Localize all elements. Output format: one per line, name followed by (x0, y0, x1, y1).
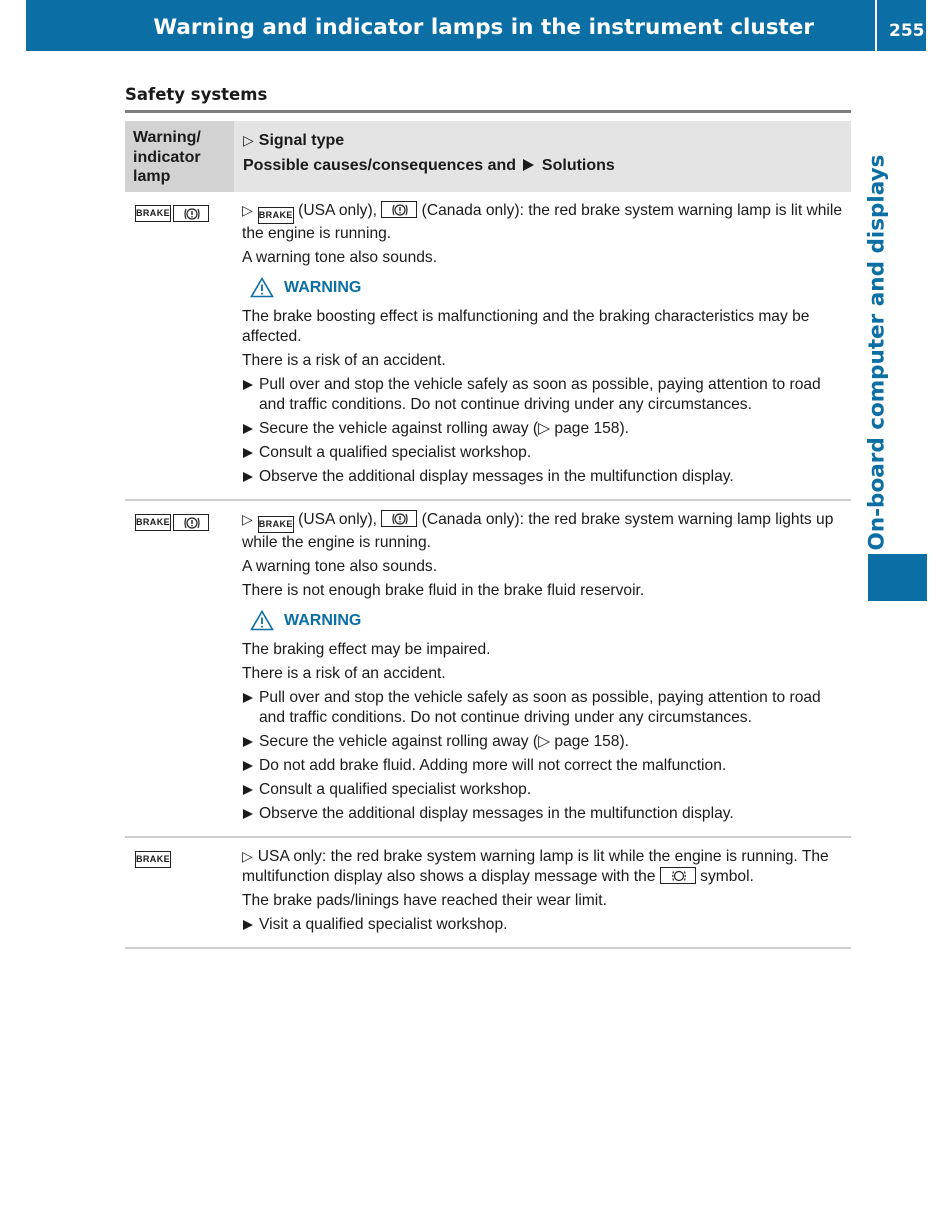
signal-text (242, 201, 851, 244)
brake-circle-lamp-icon (381, 510, 417, 527)
header-divider (875, 0, 877, 51)
warning-text: The braking effect may be impaired. (242, 641, 491, 658)
warning-text: There is a risk of an accident. (242, 665, 446, 682)
bullet-item: Visit a qualified specialist workshop. (242, 915, 851, 935)
bullet-item: Observe the additional display messages in the multifunction display. (242, 804, 851, 824)
signal-text-b: (Canada only): the red brake system warning lamp is lit while the engine is running. (242, 202, 843, 242)
bullet-item: Pull over and stop the vehicle safely as soon as possible, paying attention to road and traffic conditions. Do not continue driving under any circumstances. (242, 688, 851, 728)
header-signal-line (243, 128, 851, 153)
description-cell (242, 501, 851, 836)
table-row (125, 838, 851, 949)
signal-text-b: (Canada only): the red brake system warning lamp lights up while the engine is running. (242, 511, 834, 551)
bullet-item: Pull over and stop the vehicle safely as soon as possible, paying attention to road and traffic conditions. Do not continue driving under any circumstances. (242, 375, 851, 415)
bullet-item: Secure the vehicle against rolling away (▷ page 158). (242, 419, 851, 439)
bullet-item: Consult a qualified specialist workshop. (242, 780, 851, 800)
solution-arrow-icon (523, 159, 534, 171)
warning-triangle-icon (250, 277, 274, 298)
page-number: 255 (889, 21, 925, 41)
warning-triangle-icon (250, 610, 274, 631)
lamp-cell (125, 838, 242, 947)
header-col-signal (234, 121, 851, 192)
brake-lamp-icon: BRAKE (135, 205, 171, 222)
paragraph: A warning tone also sounds. (242, 558, 438, 575)
header-bar (26, 0, 926, 51)
brake-lamp-icon: BRAKE (258, 207, 294, 224)
warning-heading (250, 610, 851, 631)
section-rule (125, 110, 851, 113)
signal-text-a: (USA only), (298, 202, 377, 219)
bullet-item: Consult a qualified specialist workshop. (242, 443, 851, 463)
lamp-cell (125, 192, 242, 499)
signal-triangle-icon: ▷ (242, 202, 253, 218)
brake-circle-lamp-icon (173, 205, 209, 222)
table-row (125, 501, 851, 838)
warning-text: The brake boosting effect is malfunctioning and the braking characteristics may be affected. (242, 308, 810, 345)
section-title: Safety systems (125, 85, 268, 104)
paragraph: A warning tone also sounds. (242, 249, 438, 266)
paragraph: There is not enough brake fluid in the brake fluid reservoir. (242, 582, 645, 599)
signal-triangle-icon: ▷ (242, 511, 253, 527)
header-causes-line (243, 153, 851, 178)
lamp-cell (125, 501, 242, 836)
header-causes-label: Possible causes/consequences and (243, 157, 517, 174)
signal-text-a: USA only: the red brake system warning lamp is lit while the engine is running. The multifunction display also shows a display message with the (242, 848, 829, 885)
description-cell (242, 192, 851, 499)
bullet-item: Observe the additional display messages in the multifunction display. (242, 467, 851, 487)
signal-text (242, 847, 851, 887)
chapter-side-tab (868, 554, 927, 601)
description-cell (242, 838, 851, 947)
chapter-side-label (862, 154, 892, 550)
brake-lamp-icon: BRAKE (135, 851, 171, 868)
signal-text-b: symbol. (700, 868, 754, 885)
bullet-item: Secure the vehicle against rolling away (▷ page 158). (242, 732, 851, 752)
header-col-lamp-label: Warning/ indicator lamp (133, 129, 201, 185)
warning-heading (250, 277, 851, 298)
lamp-table (125, 121, 851, 949)
brake-circle-lamp-icon (381, 201, 417, 218)
signal-triangle-icon: ▷ (243, 132, 254, 148)
header-col-lamp (125, 121, 234, 192)
brake-pad-wear-icon (660, 867, 696, 884)
signal-text-a: (USA only), (298, 511, 377, 528)
header-solutions-label: Solutions (541, 157, 615, 174)
chapter-side-label-text: On-board computer and displays (864, 154, 890, 550)
warning-label: WARNING (284, 611, 362, 629)
table-row (125, 192, 851, 501)
warning-label: WARNING (284, 278, 362, 296)
table-header (125, 121, 851, 192)
header-signal-label: Signal type (258, 132, 345, 149)
brake-circle-lamp-icon (173, 514, 209, 531)
brake-lamp-icon: BRAKE (135, 514, 171, 531)
signal-triangle-icon: ▷ (242, 848, 253, 864)
signal-text (242, 510, 851, 553)
bullet-item: Do not add brake fluid. Adding more will not correct the malfunction. (242, 756, 851, 776)
warning-text: There is a risk of an accident. (242, 352, 446, 369)
page-header-title: Warning and indicator lamps in the instrument cluster (153, 15, 814, 40)
paragraph: The brake pads/linings have reached their wear limit. (242, 892, 607, 909)
brake-lamp-icon: BRAKE (258, 516, 294, 533)
